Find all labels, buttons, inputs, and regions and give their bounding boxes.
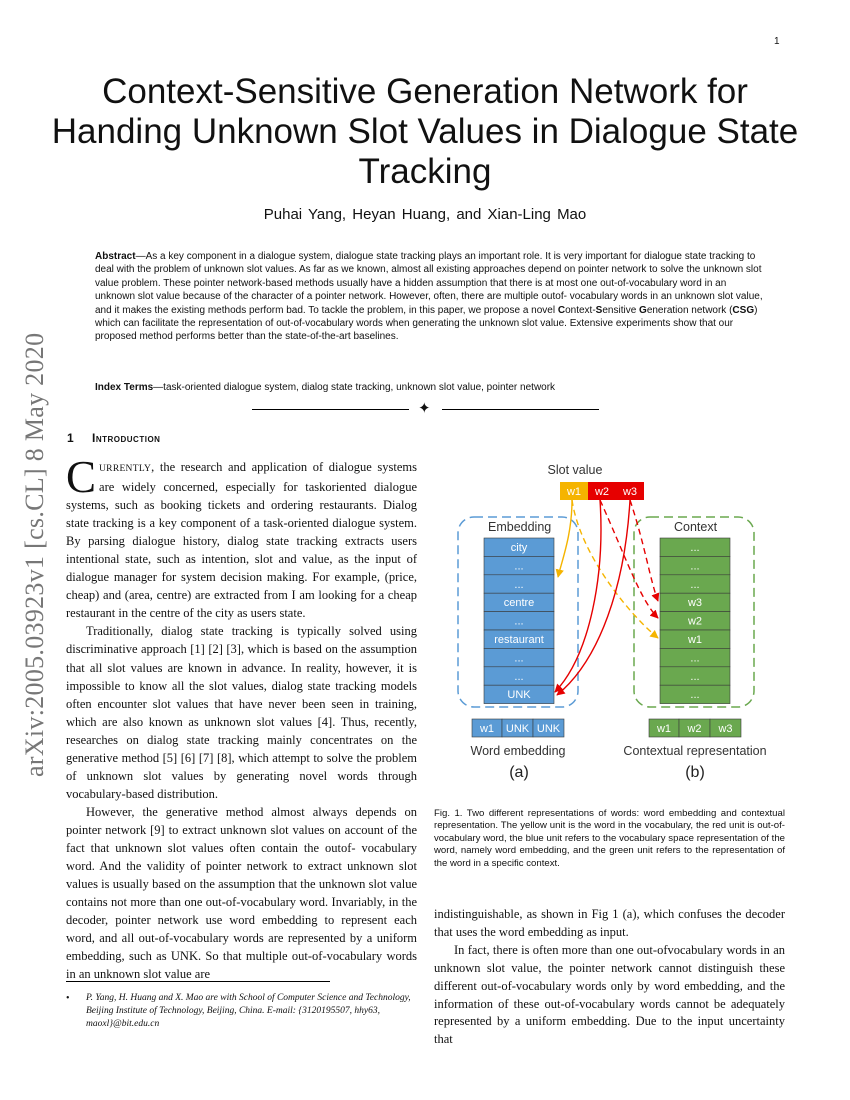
left-column [66, 452, 417, 983]
csg-part-3: eneration network ( [646, 304, 733, 316]
section-title-text: Introduction [92, 431, 161, 445]
paper-title: Context-Sensitive Generation Network for Handing Unknown Slot Values in Dialogue State Tracking [51, 72, 799, 191]
embedding-cell-text-7: ... [514, 670, 524, 683]
section-title [92, 431, 160, 445]
subfigure-b-label: (b) [685, 764, 705, 781]
index-terms-label: Index Terms [95, 382, 154, 393]
context-cell-text-5: w1 [687, 634, 703, 646]
arrow-w1-to-embedding [558, 500, 572, 577]
arrow-w3-to-unk [557, 500, 630, 695]
contextual-cell-text-0: w1 [656, 723, 672, 735]
arxiv-stamp: arXiv:2005.03923v1 [cs.CL] 8 May 2020 [20, 332, 49, 777]
author-affiliation-footnote: P. Yang, H. Huang and X. Mao are with School of Computer Science and Technology, Beijing Institute of Technology, Beijing, China. E-mail: {3120195507, hhy63, maoxl}@bit.edu.cn [86, 993, 411, 1029]
right-column [434, 906, 785, 1049]
figure-caption: Fig. 1. Two different representations of words: word embedding and contextual representation. The yellow unit is the word in the vocabulary, the red unit is out-of-vocabulary word, the blue unit refers to the vocabulary space representation of the word, namely word embedding, and the green unit refers to the representation of the word in a specific context. [434, 808, 785, 869]
embedding-cell-text-6: ... [514, 652, 524, 665]
csg-part-2: ensitive [602, 304, 640, 316]
page-number: 1 [774, 36, 780, 47]
intro-paragraph-2: Traditionally, dialog state tracking is typically solved using discriminative approach [1] [2] [3], which is based on the assumption that all slot values are known in advance. In reality, however, it is impossible to know all the slot values, dialog state tracking models often encounter slot values that have never been seen in training, which are also known as unknown slot values [4]. Thus, recently, researches on dialog state tracking mainly concentrates on the generative method [5] [6] [7] [8], which attempt to solve the problem of unknown slot values by generating novel words through vocabulary-based distribution. [66, 624, 417, 801]
embedding-column [484, 538, 554, 704]
embedding-cell-text-1: ... [514, 560, 524, 573]
subfigure-a-label: (a) [509, 764, 529, 781]
csg-part-1: ontext- [565, 304, 596, 316]
context-cell-text-1: ... [690, 560, 700, 573]
csg-letter-g: G [639, 304, 647, 316]
context-cell-text-3: w3 [687, 597, 703, 610]
drop-cap: C [66, 452, 97, 502]
contextual-cell-text-2: w3 [718, 723, 733, 735]
csg-abbreviation: CSG [732, 304, 755, 316]
embedding-label: Embedding [488, 520, 552, 534]
context-cell-text-0: ... [690, 542, 700, 554]
index-terms-text: —task-oriented dialogue system, dialog state tracking, unknown slot value, pointer network [153, 382, 556, 393]
word-embedding-label: Word embedding [470, 744, 566, 758]
slot-word-w1: w1 [566, 486, 582, 498]
separator-rule-right [442, 409, 599, 410]
figure-1 [440, 455, 790, 795]
contextual-cell-text-1: w2 [687, 723, 702, 735]
smallcaps-lead: URRENTLY [99, 464, 152, 474]
intro-paragraph-3: However, the generative method almost always depends on pointer network [9] to extract unknown slot values on account of the fact that unknown slot values often contain the outof- vocabulary word. And the validity of pointer network to extract unknown slot values is usually based on the assumption that the unknown slot value contains not more than one out-of-vocabulary word. Invariably, in the decoder, pointer network use word embedding to represent each word, and all out-of-vocabulary words are represented by a uniform embedding, such as UNK. So that multiple out-of-vocabulary words in an unknown slot value are [66, 804, 417, 982]
context-column [660, 538, 730, 704]
author-list: Puhai Yang, Heyan Huang, and Xian-Ling Mao [263, 206, 587, 223]
embedding-cell-text-5: restaurant [494, 634, 544, 646]
arrow-w1-to-context [572, 500, 658, 638]
context-cell-text-6: ... [690, 652, 700, 665]
csg-letter-s: S [595, 304, 603, 316]
embedding-cell-text-0: city [510, 542, 528, 554]
right-paragraph-2: In fact, there is often more than one out-ofvocabulary words in an unknown slot value, the pointer network cannot distinguish these different out-of-vocabulary words only by word embedding, and the information of these out-of-vocabulary words cannot be adequately represented by a uniform embedding. Due to the input uncertainty that [434, 942, 785, 1047]
context-cell-text-8: ... [690, 689, 700, 702]
right-paragraph-1: indistinguishable, as shown in Fig 1 (a), which confuses the decoder that uses the word embedding as input. [434, 907, 785, 939]
contextual-row [649, 719, 741, 737]
embedding-cell-text-3: centre [503, 597, 535, 610]
abstract-label: Abstract [95, 251, 136, 262]
csg-letter-c: C [557, 304, 566, 316]
context-label: Context [674, 520, 718, 534]
index-terms [95, 382, 765, 393]
separator-rule-left [252, 409, 409, 410]
context-cell-text-7: ... [690, 670, 700, 683]
abstract-text-1: As a key component in a dialogue system, dialogue state tracking plays an important role. It is very important for dialogue state tracking to deal with the problem of unknown slot values. As far as we known, almost all existing approaches depend on pointer network to solve the unknown slot value problem. These pointer network-based methods usually have a hidden assumption that there is at most one out-of-vocabulary word in an unknown slot value because of the character of a pointer network. However, often, there are multiple outof- vocabulary words in an unknown slot value, and it makes the existing methods perform bad. To tackle the problem, in this paper, we propose a novel [95, 251, 763, 316]
intro-paragraph-1 [66, 452, 417, 622]
slot-word-w3: w3 [622, 486, 638, 498]
embedding-cell-text-2: ... [514, 578, 524, 591]
footnote-bullet: • [66, 993, 70, 1004]
abstract-dash: — [135, 251, 146, 262]
abstract-text-2: ) which can facilitate the representation of out-of-vocabulary words when generating the unknown slot value. Extensive experiments show that our proposed method performs better than the state-of-the-art baselines. [95, 304, 758, 343]
context-cell-text-4: w2 [687, 615, 703, 628]
abstract [95, 250, 765, 344]
embedding-cell-text-4: ... [514, 615, 524, 628]
word-embedding-row [472, 719, 564, 737]
footnote-rule [66, 981, 330, 982]
embedding-cell-text-8: UNK [507, 689, 531, 702]
word-embedding-cell-text-1: UNK [505, 723, 530, 735]
slot-value-label: Slot value [547, 463, 603, 477]
word-embedding-cell-text-2: UNK [536, 723, 561, 735]
slot-word-w2: w2 [594, 486, 610, 498]
intro-p1-text: , the research and application of dialogue systems are widely concerned, especially for taskoriented dialogue systems, such as booking tickets and ordering restaurants. Dialog state tracking is a key component of a task-oriented dialogue system. By parsing dialogue history, dialog state tracking extracts users intentional state, such as intention, slot and value, as the input of dialogue manager for system decision making. For example, (price, cheap) and (area, centre) are extracted from I am looking for a cheap restaurant in the centre of the city as users state. [66, 460, 417, 621]
section-number: 1 [67, 431, 74, 445]
separator-diamond-icon: ✦ [418, 401, 431, 417]
context-cell-text-2: ... [690, 578, 700, 591]
contextual-representation-label: Contextual representation [623, 744, 767, 758]
word-embedding-cell-text-0: w1 [479, 723, 495, 735]
